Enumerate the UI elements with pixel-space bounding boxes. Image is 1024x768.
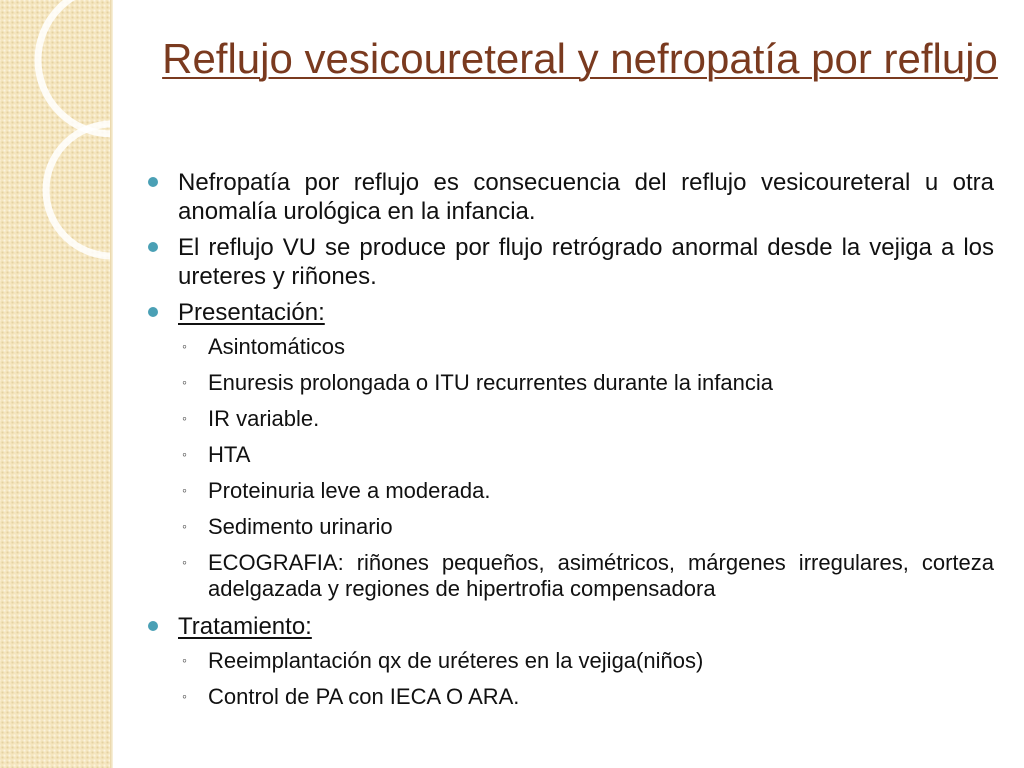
list-item: ◦ ECOGRAFIA: riñones pequeños, asimétricos, márgenes irregulares, corteza adelgazada y regiones de hipertrofia compensadora <box>182 550 994 601</box>
slide-content <box>148 168 994 720</box>
bullet-text: El reflujo VU se produce por flujo retrógrado anormal desde la vejiga a los ureteres y riñones. <box>178 234 994 290</box>
presentation-list <box>148 334 994 602</box>
ring-bullet-icon: ◦ <box>182 554 187 570</box>
ring-bullet-icon: ◦ <box>182 338 187 354</box>
bullet-definition <box>148 168 994 226</box>
band-divider <box>110 0 113 768</box>
list-item: ◦ Sedimento urinario <box>182 514 393 539</box>
ring-bullet-icon: ◦ <box>182 688 187 704</box>
ring-bullet-icon: ◦ <box>182 410 187 426</box>
treatment-list <box>148 648 994 710</box>
slide-title: Reflujo vesicoureteral y nefropatía por reflujo <box>162 35 998 82</box>
ring-bullet-icon: ◦ <box>182 446 187 462</box>
list-item: ◦ Asintomáticos <box>182 334 345 359</box>
list-item: ◦ Reeimplantación qx de uréteres en la vejiga(niños) <box>182 648 704 673</box>
decorative-side-band <box>0 0 112 768</box>
ring-bullet-icon: ◦ <box>182 482 187 498</box>
section-heading-presentation: Presentación: <box>178 299 325 326</box>
bullet-dot-icon <box>148 177 158 187</box>
bullet-text: Nefropatía por reflujo es consecuencia del reflujo vesicoureteral u otra anomalía urológica en la infancia. <box>178 169 994 225</box>
section-heading-treatment: Tratamiento: <box>178 613 312 640</box>
list-item: ◦ IR variable. <box>182 406 320 431</box>
list-item: ◦ Control de PA con IECA O ARA. <box>182 684 520 709</box>
list-item: ◦ HTA <box>182 442 251 467</box>
bullet-presentation <box>148 298 994 327</box>
ring-bullet-icon: ◦ <box>182 518 187 534</box>
bullet-treatment <box>148 612 994 641</box>
bullet-dot-icon <box>148 307 158 317</box>
bullet-mechanism <box>148 233 994 291</box>
ring-bullet-icon: ◦ <box>182 374 187 390</box>
ring-bullet-icon: ◦ <box>182 652 187 668</box>
bullet-dot-icon <box>148 621 158 631</box>
decorative-swirl-icon <box>0 0 112 260</box>
bullet-dot-icon <box>148 242 158 252</box>
list-item: ◦ Proteinuria leve a moderada. <box>182 478 491 503</box>
list-item: ◦ Enuresis prolongada o ITU recurrentes durante la infancia <box>182 370 773 395</box>
